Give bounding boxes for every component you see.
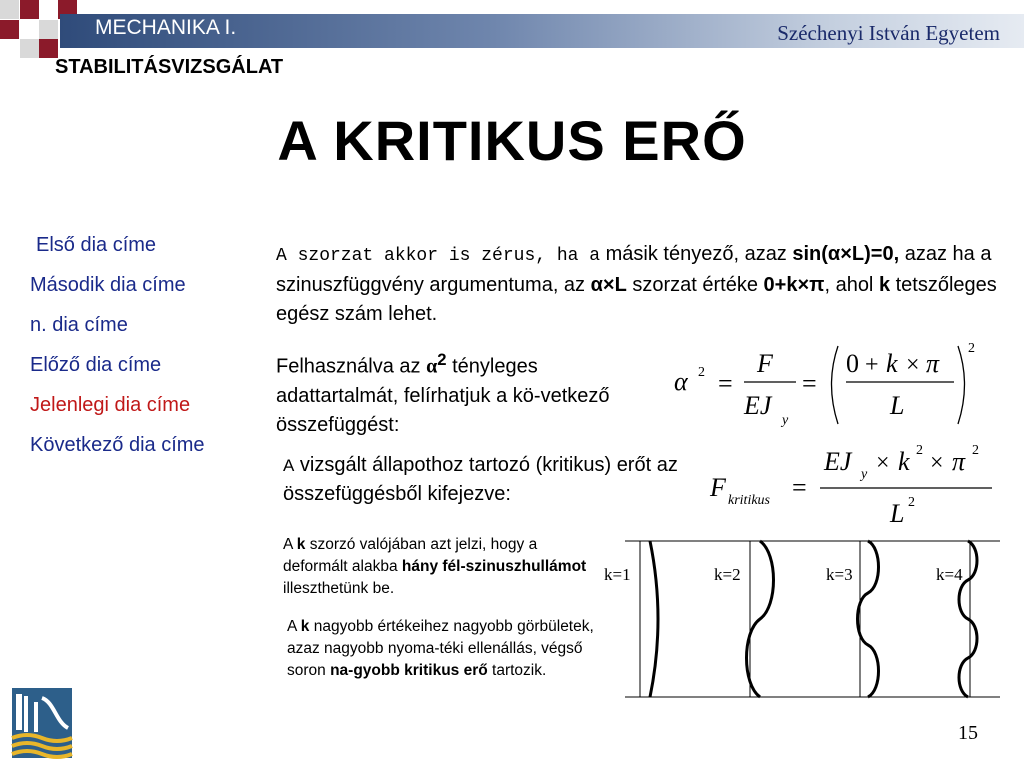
course-title: MECHANIKA I. xyxy=(95,16,237,39)
formula2-times2: × xyxy=(930,450,944,476)
formula1-k: k xyxy=(886,349,898,378)
formula1-zero: 0 xyxy=(846,349,859,378)
formula2-eq: = xyxy=(792,473,807,502)
buckling-modes-diagram xyxy=(604,534,1010,704)
paragraph-half-sine-waves: A k szorzó valójában azt jelzi, hogy a deformált alakba hány fél-szinuszhullámot illeszthetünk be. xyxy=(283,536,587,597)
formula2-y: y xyxy=(861,467,868,482)
formula1-L: L xyxy=(890,391,905,420)
university-logo xyxy=(12,688,72,758)
mode-label-k2: k=2 xyxy=(714,565,741,584)
mode-curve-k1 xyxy=(650,541,658,697)
formula1-eq2: = xyxy=(802,369,817,398)
mode-label-k3: k=3 xyxy=(826,565,853,584)
nav-next-slide[interactable]: Következő dia címe xyxy=(30,434,205,456)
formula-critical-force xyxy=(708,436,1008,532)
page-number: 15 xyxy=(958,722,978,744)
mode-label-k1: k=1 xyxy=(604,565,631,584)
mode-curve-k3 xyxy=(858,541,879,697)
formula1-pi: π xyxy=(926,349,940,378)
formula-alpha-squared xyxy=(668,336,988,436)
formula1-outer-exp: 2 xyxy=(968,341,975,356)
slide-title: A KRITIKUS ERŐ xyxy=(277,109,747,172)
paragraph-alpha-squared: Felhasználva az $\alpha^2$ tényleges adattartalmát, felírhatjuk a kö-vetkező összefüggést: xyxy=(276,350,610,436)
formula1-alpha: α xyxy=(674,367,688,396)
formula2-EJ: EJ xyxy=(824,447,852,476)
formula2-sub: kritikus xyxy=(728,493,770,508)
formula2-times1: × xyxy=(876,450,890,476)
formula2-k-exp: 2 xyxy=(916,443,923,458)
nav-first-slide[interactable]: Első dia címe xyxy=(36,234,157,256)
paragraph-greater-k: A k nagyobb értékeihez nagyobb görbületek, azaz nagyobb nyoma-téki ellenállás, végső soron na-gyobb kritikus erő tartozik. xyxy=(287,618,594,679)
mode-curve-k2 xyxy=(747,541,774,697)
formula2-L-exp: 2 xyxy=(908,495,915,510)
formula1-F: F xyxy=(757,349,773,378)
formula1-exp: 2 xyxy=(698,365,705,380)
slide-nav xyxy=(30,230,215,470)
university-name: Széchenyi István Egyetem xyxy=(777,21,1000,45)
formula1-eq1: = xyxy=(718,369,733,398)
nav-previous-slide[interactable]: Előző dia címe xyxy=(30,354,162,376)
formula2-F: F xyxy=(710,473,726,502)
nav-nth-slide[interactable]: n. dia címe xyxy=(30,314,128,336)
formula1-times: × xyxy=(906,352,920,378)
formula1-y: y xyxy=(782,413,789,428)
nav-second-slide[interactable]: Második dia címe xyxy=(30,274,186,296)
formula2-k: k xyxy=(898,447,910,476)
formula2-pi: π xyxy=(952,447,966,476)
formula1-plus: + xyxy=(865,352,879,378)
formula1-EJ: EJ xyxy=(744,391,772,420)
paragraph-sine-condition: A szorzat akkor is zérus, ha a másik tényező, azaz sin(α×L)=0, azaz ha a szinuszfüggvény argumentuma, az α×L szorzat értéke 0+k×π, ahol k tetszőleges egész szám lehet. xyxy=(276,243,997,325)
mode-label-k4: k=4 xyxy=(936,565,963,584)
section-title: STABILITÁSVIZSGÁLAT xyxy=(55,56,284,78)
formula2-pi-exp: 2 xyxy=(972,443,979,458)
formula2-L: L xyxy=(890,499,905,528)
nav-current-slide[interactable]: Jelenlegi dia címe xyxy=(30,394,191,416)
paragraph-critical-force: A vizsgált állapothoz tartozó (kritikus) erőt az összefüggésből kifejezve: xyxy=(283,454,678,505)
